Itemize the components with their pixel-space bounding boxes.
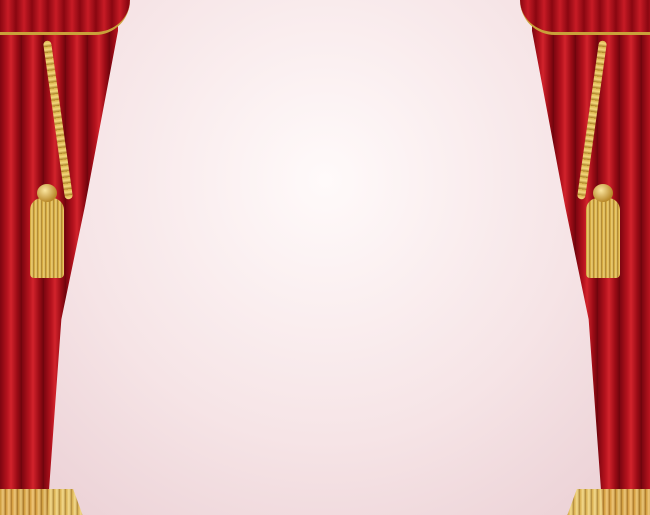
right-valance	[520, 0, 650, 35]
schedule-column-left	[102, 106, 324, 107]
left-tassel	[30, 198, 64, 278]
right-tassel	[586, 198, 620, 278]
left-valance	[0, 0, 130, 35]
schedule-column-right	[326, 106, 548, 107]
